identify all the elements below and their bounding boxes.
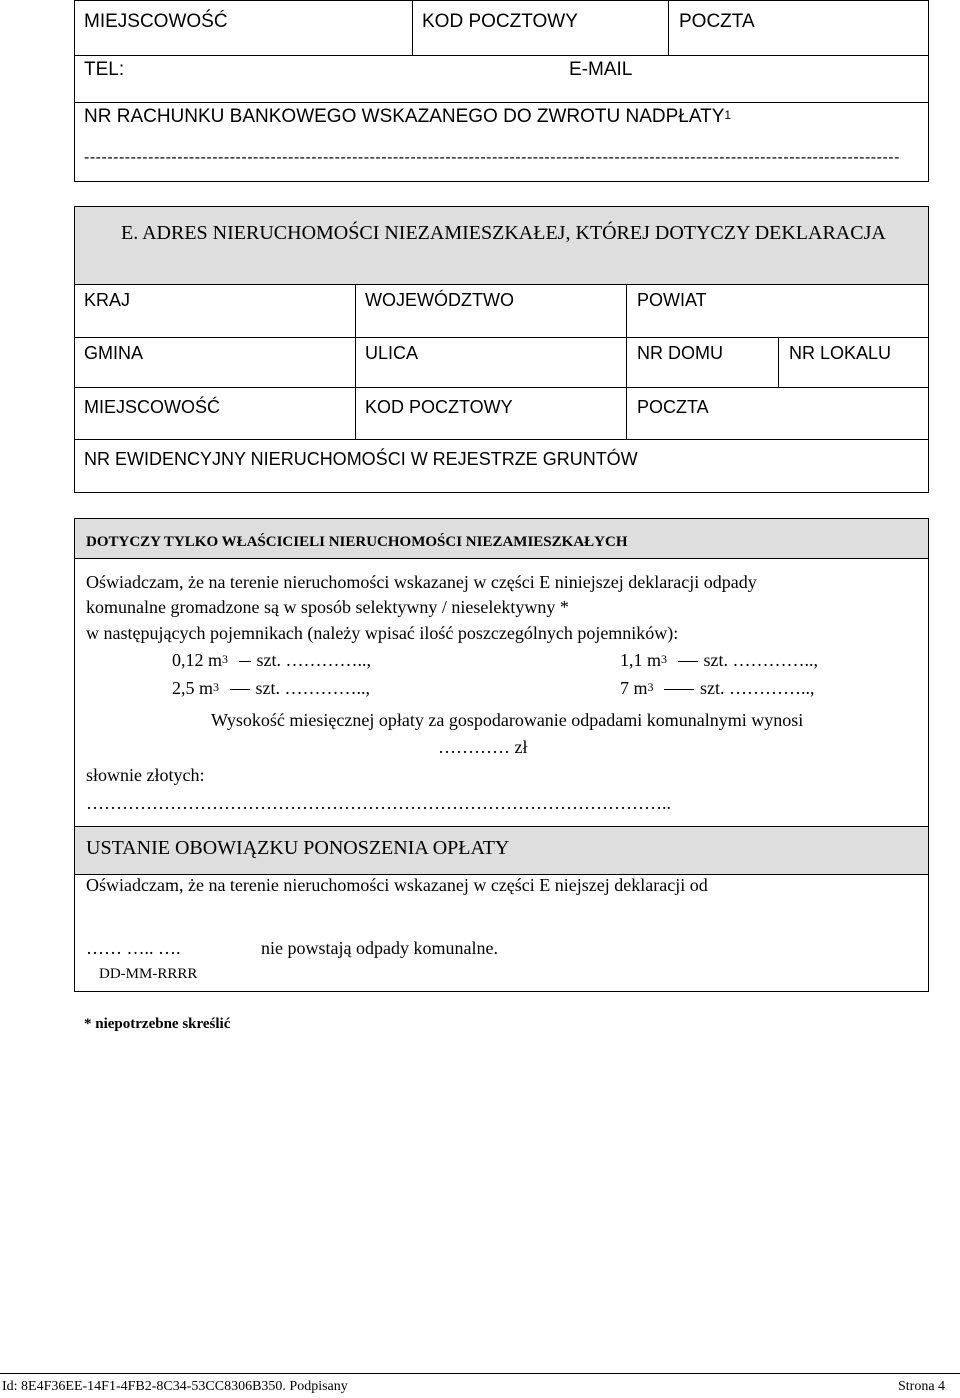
- wojewodztwo-field[interactable]: WOJEWÓDZTWO: [365, 290, 514, 310]
- container-size: 2,5 m: [172, 678, 214, 698]
- container-1-1[interactable]: [620, 650, 818, 671]
- container-size: 7 m: [620, 678, 648, 698]
- container-7[interactable]: [620, 678, 815, 699]
- container-exp: 3: [661, 652, 668, 666]
- container-0-12[interactable]: [172, 650, 371, 671]
- container-size: 1,1 m: [620, 650, 662, 670]
- container-2-5[interactable]: [172, 678, 370, 699]
- container-exp: 3: [213, 680, 220, 694]
- container-count[interactable]: szt. …………..,: [256, 650, 372, 670]
- owners-declaration-section: [74, 518, 929, 992]
- bank-footnote-marker: 1: [724, 108, 732, 122]
- fee-line: Wysokość miesięcznej opłaty za gospodarowanie odpadami komunalnymi wynosi: [211, 710, 804, 730]
- footer-page: Strona 4: [898, 1379, 946, 1394]
- footnote: * niepotrzebne skreślić: [84, 1016, 231, 1032]
- nr-ewidencyjny-field[interactable]: NR EWIDENCYJNY NIERUCHOMOŚCI W REJESTRZE GRUNTÓW: [84, 449, 638, 469]
- tel-field[interactable]: TEL:: [84, 59, 125, 80]
- declaration-line-2: komunalne gromadzone są w sposób selektywny / nieselektywny *: [86, 597, 569, 617]
- miejscowosc-e-field[interactable]: MIEJSCOWOŚĆ: [84, 397, 221, 417]
- ulica-field[interactable]: ULICA: [365, 343, 419, 363]
- email-field[interactable]: E-MAIL: [569, 59, 633, 80]
- termination-declaration: Oświadczam, że na terenie nieruchomości wskazanej w części E niejszej deklaracji od: [86, 875, 708, 895]
- container-count[interactable]: szt. …………..,: [700, 678, 815, 698]
- slownie-label: słownie złotych:: [86, 765, 205, 785]
- poczta-e-field[interactable]: POCZTA: [637, 397, 709, 417]
- miejscowosc-field[interactable]: MIEJSCOWOŚĆ: [84, 11, 228, 32]
- container-size: 0,12 m: [172, 650, 223, 670]
- gmina-field[interactable]: GMINA: [84, 343, 144, 363]
- owners-section-title: DOTYCZY TYLKO WŁAŚCICIELI NIERUCHOMOŚCI NIEZAMIESZKAŁYCH: [86, 534, 628, 550]
- container-exp: 3: [222, 652, 229, 666]
- termination-section-title: USTANIE OBOWIĄZKU PONOSZENIA OPŁATY: [86, 837, 510, 859]
- poczta-field[interactable]: POCZTA: [679, 11, 755, 32]
- container-exp: 3: [647, 680, 654, 694]
- fee-amount-field[interactable]: ………… zł: [438, 737, 528, 757]
- footer-id: Id: 8E4F36EE-14F1-4FB2-8C34-53CC8306B350. Podpisany: [2, 1379, 348, 1394]
- kod-pocztowy-field[interactable]: KOD POCZTOWY: [422, 11, 578, 32]
- container-count[interactable]: szt. …………..,: [255, 678, 371, 698]
- kod-pocztowy-e-field[interactable]: KOD POCZTOWY: [365, 397, 513, 417]
- nr-lokalu-field[interactable]: NR LOKALU: [789, 343, 892, 363]
- bank-account-label: NR RACHUNKU BANKOWEGO WSKAZANEGO DO ZWROTU NADPŁATY$^1$: [84, 106, 732, 127]
- section-e-title: E. ADRES NIERUCHOMOŚCI NIEZAMIESZKAŁEJ, KTÓREJ DOTYCZY DEKLARACJA: [121, 222, 886, 244]
- no-waste-text: nie powstają odpady komunalne.: [261, 938, 498, 958]
- powiat-field[interactable]: POWIAT: [637, 290, 707, 310]
- date-format-hint: DD-MM-RRRR: [99, 966, 198, 982]
- nr-domu-field[interactable]: NR DOMU: [637, 343, 723, 363]
- slownie-field[interactable]: ……………………………………………………………………………………..: [86, 793, 671, 813]
- kraj-field[interactable]: KRAJ: [84, 290, 131, 310]
- termination-date-field[interactable]: …… ….. ….: [86, 938, 181, 958]
- bank-account-field[interactable]: --------------------------------------------------------------------------------------------------------------------------------------------: [84, 149, 900, 166]
- section-e-table: [74, 206, 929, 493]
- declaration-line-3: w następujących pojemnikach (należy wpisać ilość poszczególnych pojemników):: [86, 623, 679, 643]
- container-count[interactable]: szt. …………..,: [703, 650, 819, 670]
- declaration-line-1: Oświadczam, że na terenie nieruchomości wskazanej w części E niniejszej deklaracji odpady: [86, 572, 757, 592]
- applicant-address-table: [74, 0, 929, 182]
